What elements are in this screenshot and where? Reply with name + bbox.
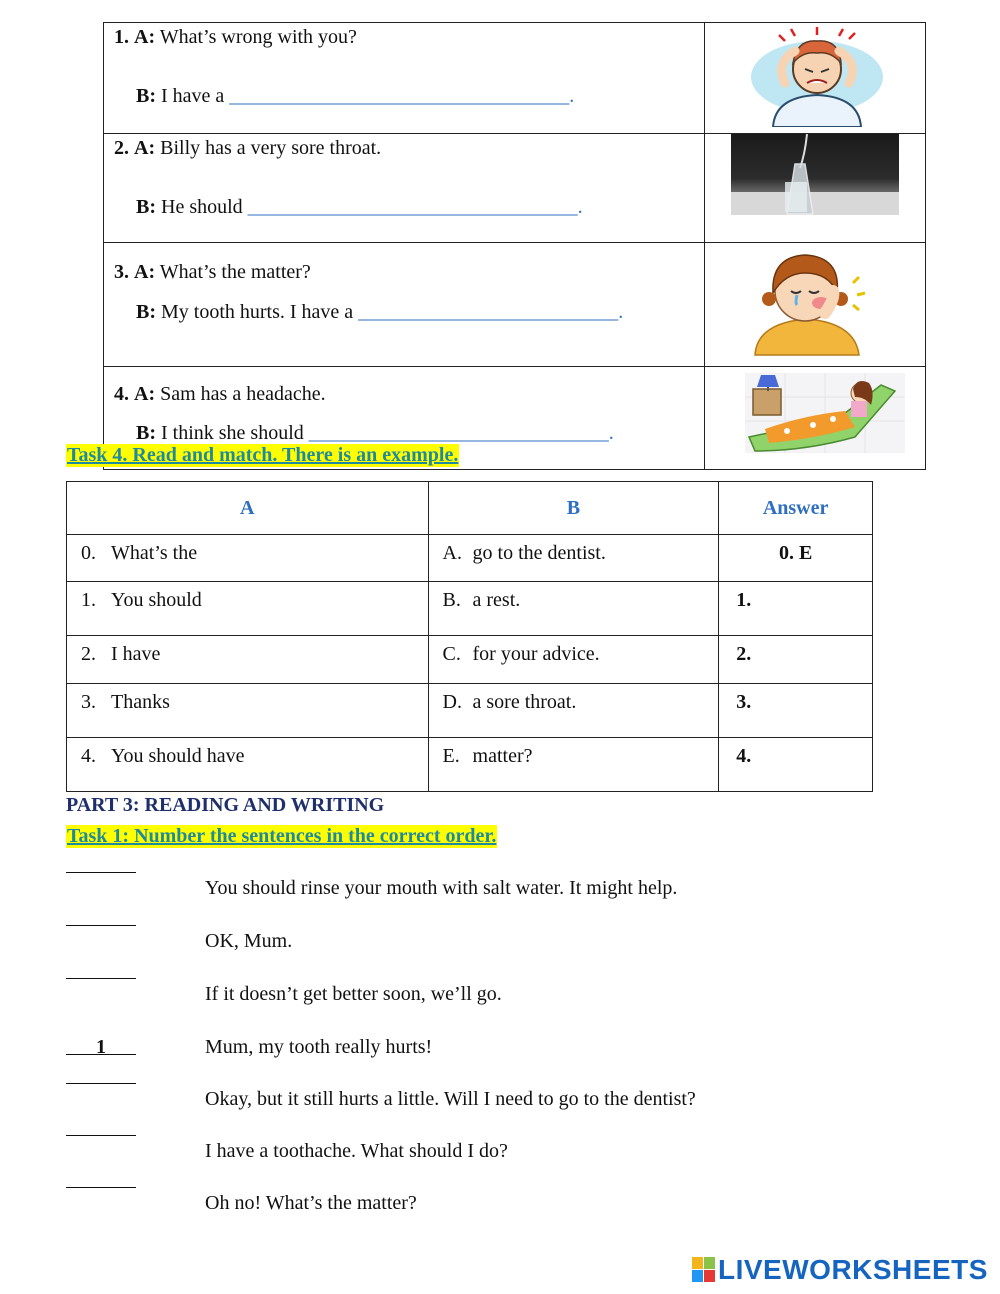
resting-woman-icon [705,367,925,463]
column-header-answer: Answer [719,482,873,535]
dialogue-table [103,22,926,470]
part3-heading: PART 3: READING AND WRITING [66,794,385,816]
image-cell-2 [705,134,926,243]
order-sentence-5: Okay, but it still hurts a little. Will I need to go to the dentist? [205,1088,696,1110]
image-cell-3 [705,243,926,367]
order-sentence-3: If it doesn’t get better soon, we’ll go. [205,983,502,1005]
answer-cell-2[interactable]: 2. [719,636,873,684]
matching-table [66,481,873,792]
order-sentence-2: OK, Mum. [205,930,293,952]
dialogue-3: 3. A: What’s the matter? B: My tooth hurts. I have a __________________________. [104,243,705,367]
order-sentence-4: Mum, my tooth really hurts! [205,1036,433,1058]
order-sentence-7: Oh no! What’s the matter? [205,1192,417,1214]
table-row: 4. You should have E. matter? 4. [67,738,873,792]
headache-boy-icon [705,23,925,127]
dialogue-2: 2. A: Billy has a very sore throat. B: He should _________________________________. [104,134,705,243]
dialogue-4: 4. A: Sam has a headache. B: I think she should ______________________________. [104,367,705,470]
water-glass-photo-icon [705,134,925,236]
column-header-a: A [67,482,429,535]
order-blank-4[interactable]: 1 [66,1036,136,1059]
answer-blank-2[interactable]: _________________________________ [247,196,578,218]
image-cell-1 [705,23,926,134]
answer-cell-3[interactable]: 3. [719,684,873,738]
example-answer: 0. E [778,542,813,564]
order-sentence-6: I have a toothache. What should I do? [205,1140,508,1162]
table-row: 3. Thanks D. a sore throat. 3. [67,684,873,738]
liveworksheets-logo-icon [692,1257,716,1283]
toothache-girl-icon [705,243,925,360]
order-sentence-1: You should rinse your mouth with salt water. It might help. [205,877,678,899]
answer-cell-1[interactable]: 1. [719,582,873,636]
answer-blank-1[interactable]: __________________________________ [229,85,570,107]
task1-heading: Task 1: Number the sentences in the correct order. [67,825,497,847]
answer-cell-4[interactable]: 4. [719,738,873,792]
liveworksheets-logo: LIVEWORKSHEETS [692,1254,988,1286]
table-row: 1. You should B. a rest. 1. [67,582,873,636]
image-cell-4 [705,367,926,470]
table-row: 0. What’s the A. go to the dentist. 0. E [67,535,873,582]
column-header-b: B [428,482,719,535]
dialogue-1: 1. A: What’s wrong with you? B: I have a __________________________________. [104,23,705,134]
answer-blank-4[interactable]: ______________________________ [308,422,609,444]
task4-heading: Task 4. Read and match. There is an example. [67,444,459,466]
answer-blank-3[interactable]: __________________________ [358,301,619,323]
table-row: 2. I have C. for your advice. 2. [67,636,873,684]
